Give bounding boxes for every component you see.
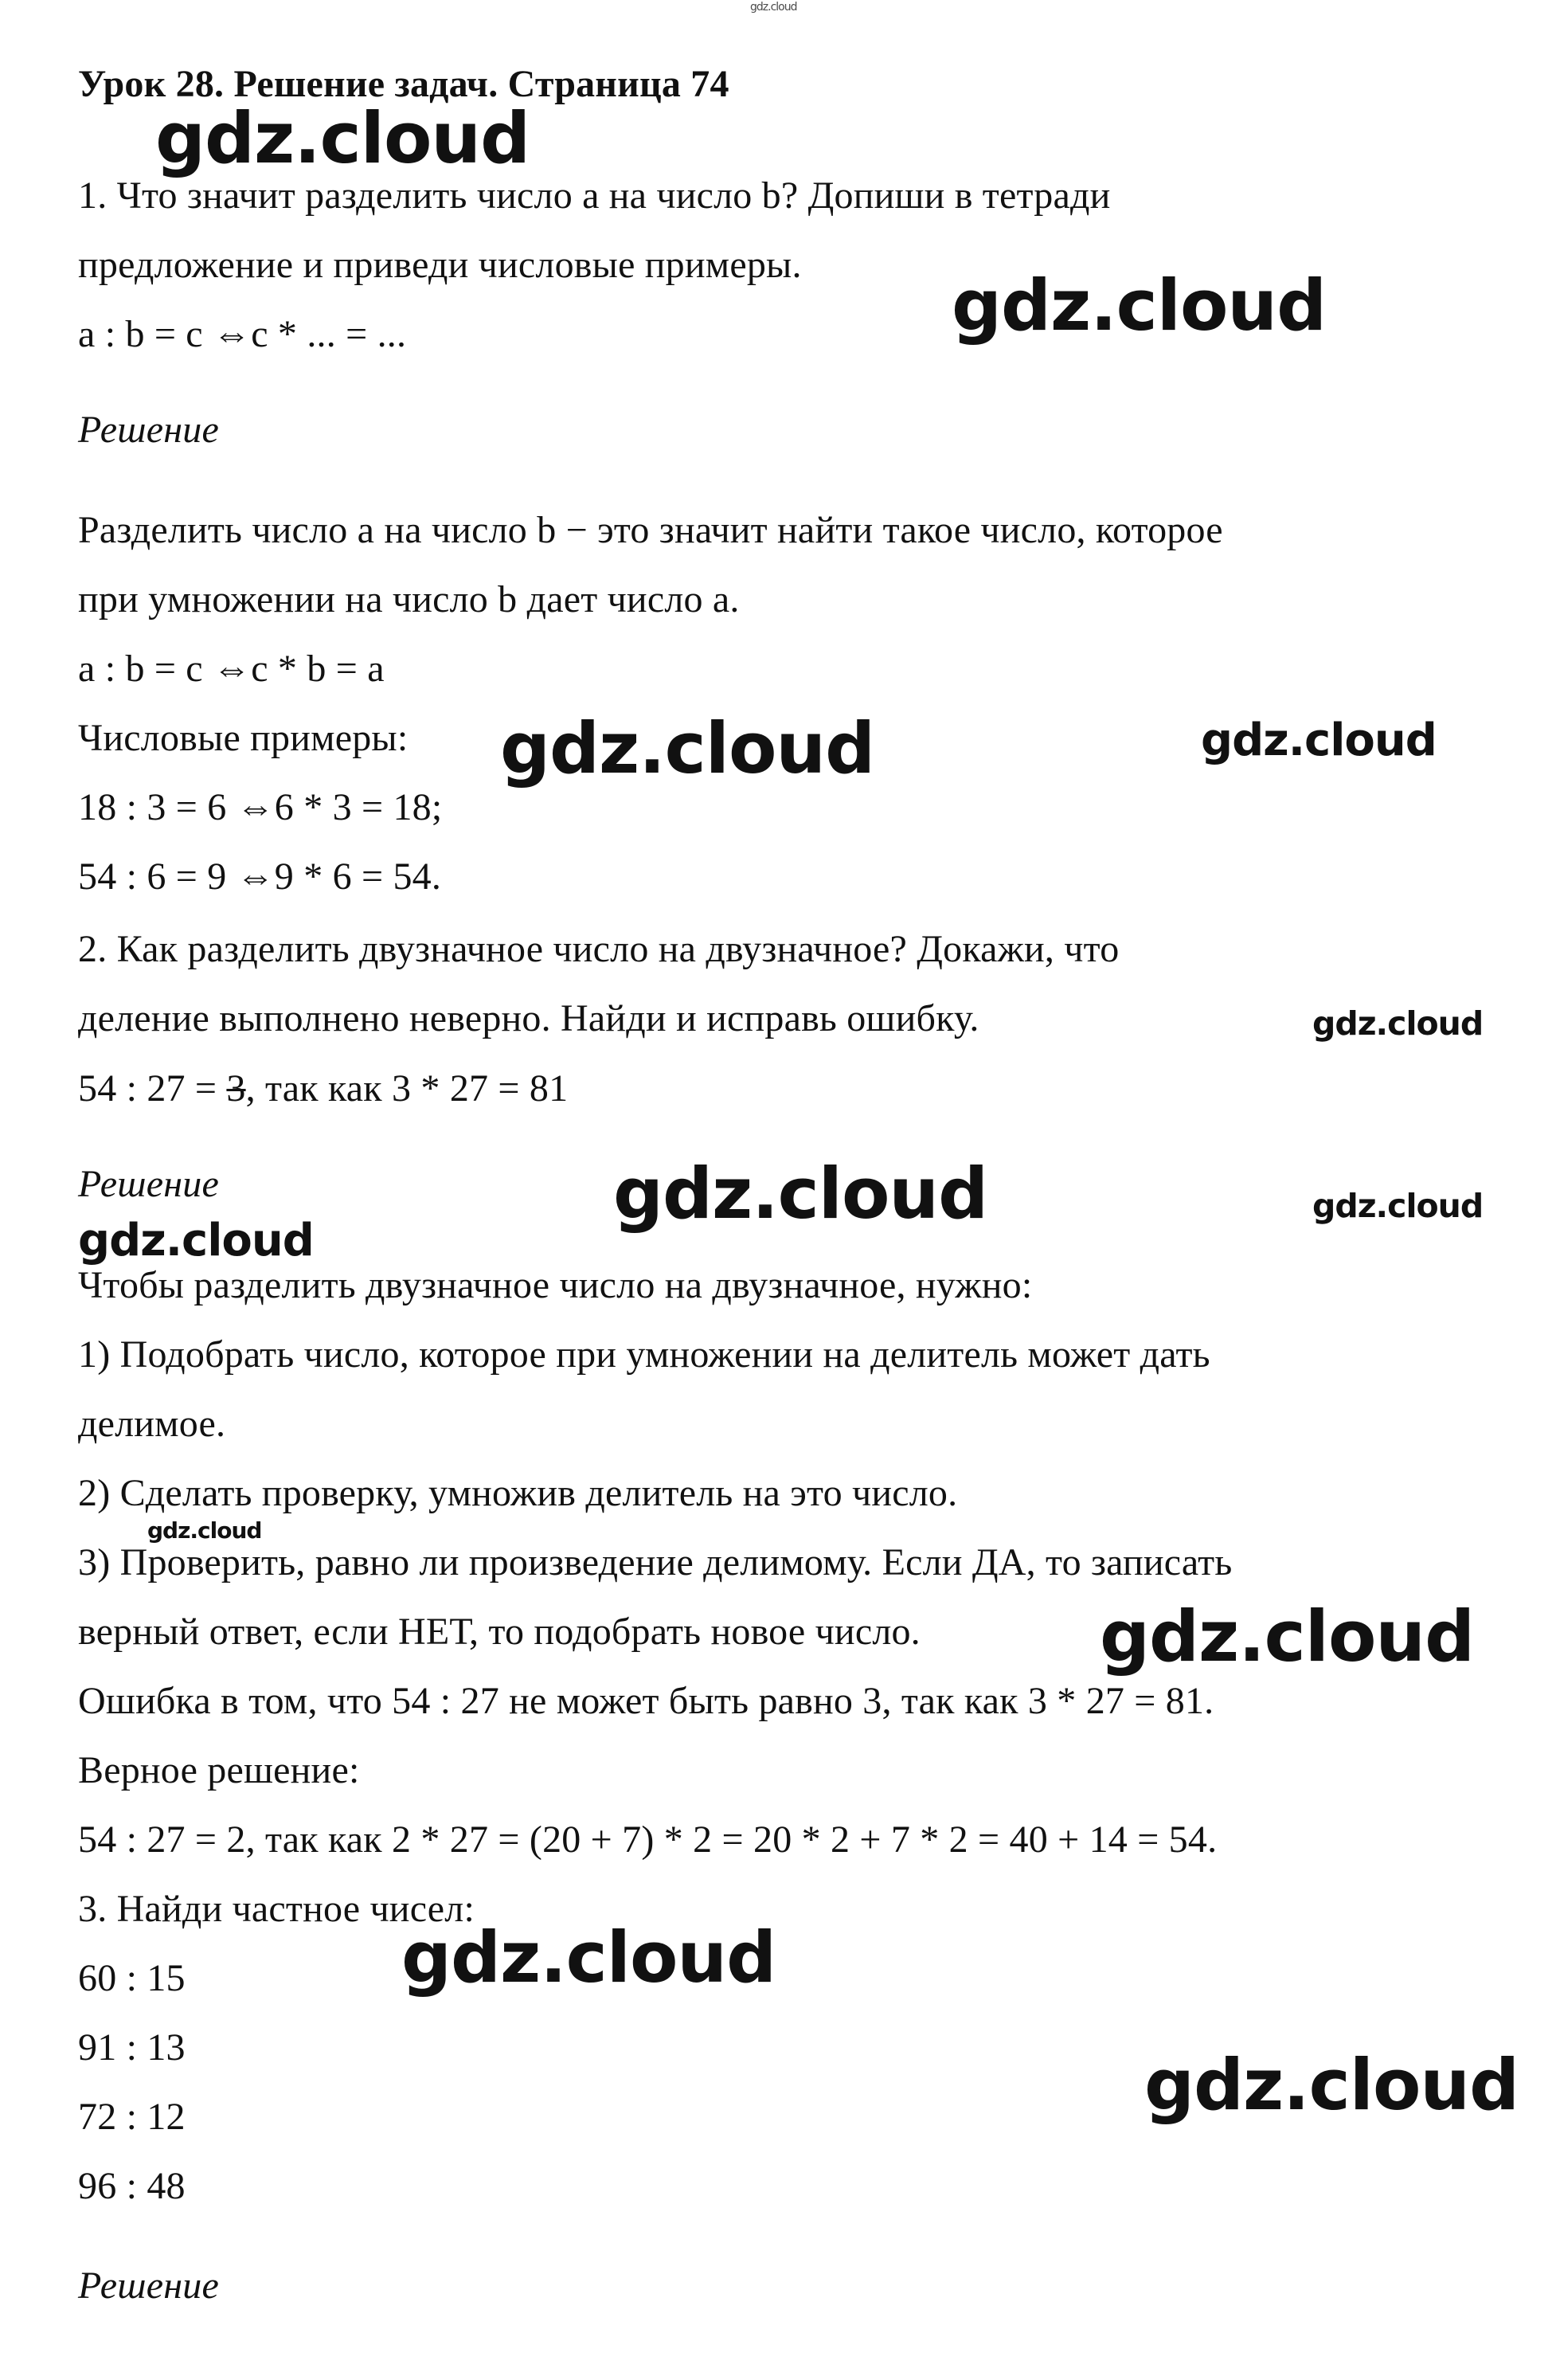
task-3-line-1: 3. Найди частное чисел: bbox=[78, 1888, 475, 1930]
watermark: gdz.cloud bbox=[952, 264, 1327, 346]
task-2-line-3-prefix: 54 : 27 = bbox=[78, 1067, 227, 1110]
task-3-item: 72 : 12 bbox=[78, 2096, 186, 2138]
task-2-line-3 bbox=[78, 1067, 569, 1110]
task-3-item: 60 : 15 bbox=[78, 1957, 186, 1999]
solution-2-line-3: делимое. bbox=[78, 1403, 226, 1445]
watermark: gdz.cloud bbox=[500, 707, 875, 789]
task-1-line-2: предложение и приведи числовые примеры. bbox=[78, 244, 802, 286]
solution-2-line-7: Ошибка в том, что 54 : 27 не может быть равно 3, так как 3 * 27 = 81. bbox=[78, 1680, 1214, 1722]
task-1-line-1: 1. Что значит разделить число а на число b? Допиши в тетради bbox=[78, 174, 1111, 217]
solution-1-line-1: Разделить число а на число b − это значит найти такое число, которое bbox=[78, 509, 1223, 551]
watermark: gdz.cloud bbox=[1312, 1187, 1484, 1225]
incorrect-answer: 3 bbox=[226, 1067, 246, 1110]
watermark: gdz.cloud bbox=[1201, 714, 1437, 766]
solution-2-line-2: 1) Подобрать число, которое при умножении на делитель может дать bbox=[78, 1333, 1210, 1376]
solution-2-line-8: Верное решение: bbox=[78, 1749, 360, 1791]
solution-2-line-6: верный ответ, если НЕТ, то подобрать новое число. bbox=[78, 1611, 921, 1653]
page-title: Урок 28. Решение задач. Страница 74 bbox=[78, 63, 729, 105]
solution-1-line-2: при умножении на число b дает число а. bbox=[78, 578, 740, 620]
solution-2-line-4: 2) Сделать проверку, умножив делитель на это число. bbox=[78, 1472, 958, 1514]
task-2-line-1: 2. Как разделить двузначное число на двузначное? Докажи, что bbox=[78, 928, 1120, 970]
solution-2-line-1: Чтобы разделить двузначное число на двузначное, нужно: bbox=[78, 1264, 1033, 1306]
watermark: gdz.cloud bbox=[401, 1916, 776, 1998]
solution-label-1: Решение bbox=[78, 409, 219, 451]
solution-1-line-6: 54 : 6 = 9 ⇔9 * 6 = 54. bbox=[78, 855, 442, 898]
solution-1-line-5: 18 : 3 = 6 ⇔6 * 3 = 18; bbox=[78, 786, 443, 828]
solution-2-line-5: 3) Проверить, равно ли произведение делимому. Если ДА, то записать bbox=[78, 1541, 1233, 1583]
task-3-item: 96 : 48 bbox=[78, 2165, 186, 2207]
solution-label-3: Решение bbox=[78, 2265, 219, 2307]
task-2-line-3-suffix: , так как 3 * 27 = 81 bbox=[245, 1067, 569, 1110]
watermark: gdz.cloud bbox=[147, 1517, 262, 1544]
watermark: gdz.cloud bbox=[1312, 1004, 1484, 1043]
watermark: gdz.cloud bbox=[155, 97, 530, 179]
solution-1-line-4: Числовые примеры: bbox=[78, 717, 409, 759]
watermark: gdz.cloud bbox=[1100, 1595, 1475, 1677]
solution-2-line-9: 54 : 27 = 2, так как 2 * 27 = (20 + 7) * 2 = 20 * 2 + 7 * 2 = 40 + 14 = 54. bbox=[78, 1818, 1218, 1861]
solution-1-line-3: a : b = c ⇔c * b = a bbox=[78, 648, 385, 690]
top-watermark: gdz.cloud bbox=[750, 1, 797, 14]
watermark: gdz.cloud bbox=[613, 1153, 988, 1235]
task-3-item: 91 : 13 bbox=[78, 2026, 186, 2069]
solution-label-2: Решение bbox=[78, 1163, 219, 1205]
watermark: gdz.cloud bbox=[1144, 2044, 1519, 2126]
watermark: gdz.cloud bbox=[78, 1215, 314, 1266]
task-1-line-3: a : b = c ⇔c * ... = ... bbox=[78, 313, 407, 355]
task-2-line-2: деление выполнено неверно. Найди и исправь ошибку. bbox=[78, 997, 979, 1039]
